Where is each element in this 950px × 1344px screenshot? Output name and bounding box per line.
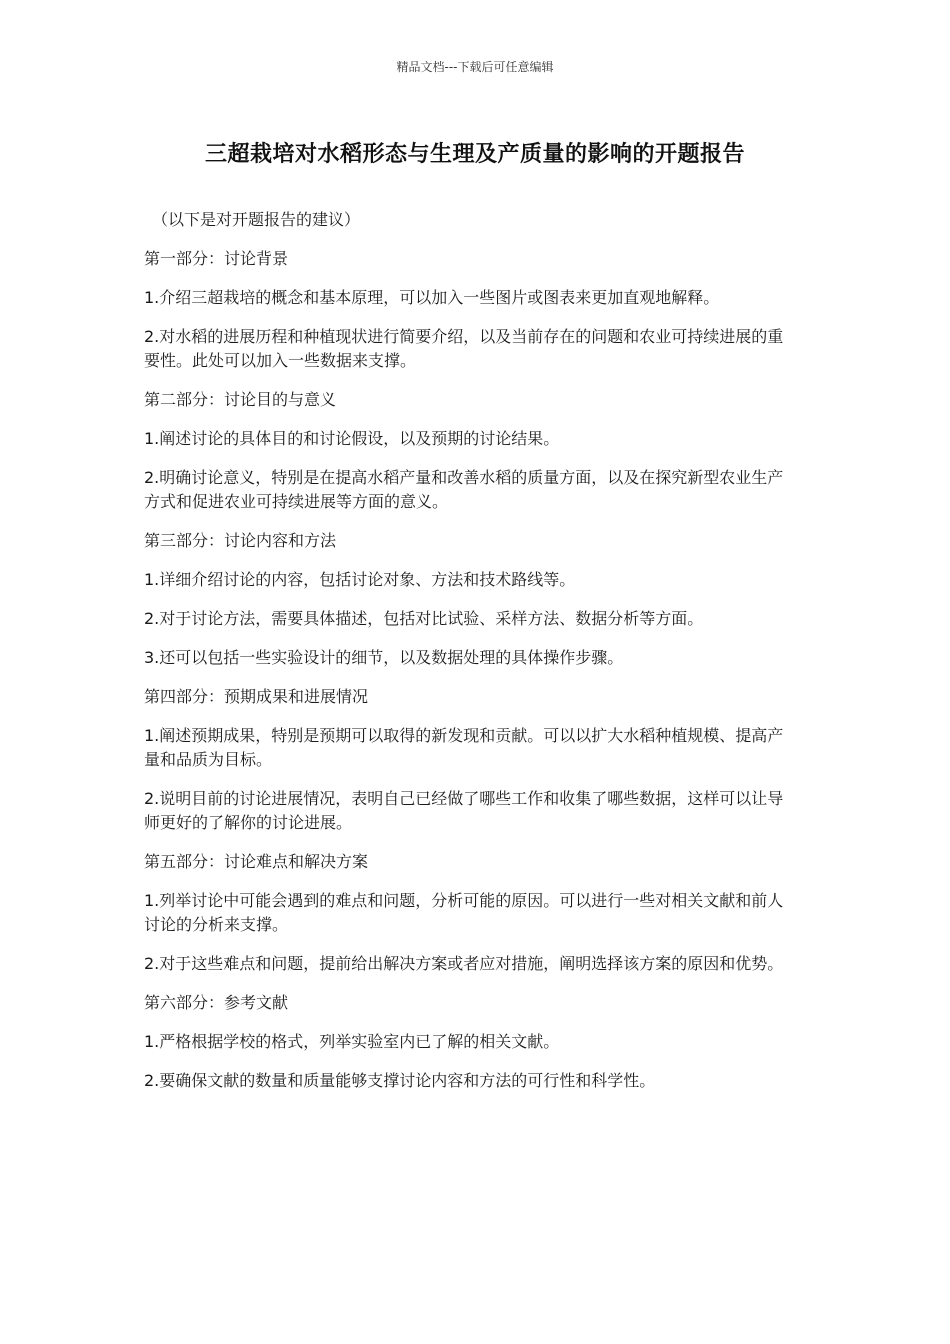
section-heading: 第三部分：讨论内容和方法 (144, 531, 337, 550)
intro-note: （以下是对开题报告的建议） (152, 210, 361, 229)
header-note: 精品文档---下载后可任意编辑 (396, 60, 554, 74)
section-paragraph: 2.明确讨论意义，特别是在提高水稻产量和改善水稻的质量方面，以及在探究新型农业生产方式和促进农业可持续进展等方面的意义。 (144, 468, 784, 511)
document-title: 三超栽培对水稻形态与生理及产质量的影响的开题报告 (204, 142, 745, 167)
section-paragraph: 2.对水稻的进展历程和种植现状进行简要介绍，以及当前存在的问题和农业可持续进展的重要性。此处可以加入一些数据来支撑。 (144, 327, 784, 370)
document-body (144, 208, 796, 1108)
section-paragraph: 2.对于讨论方法，需要具体描述，包括对比试验、采样方法、数据分析等方面。 (144, 609, 704, 628)
section-heading: 第二部分：讨论目的与意义 (144, 390, 337, 409)
section-paragraph: 1.列举讨论中可能会遇到的难点和问题，分析可能的原因。可以进行一些对相关文献和前人讨论的分析来支撑。 (144, 891, 784, 934)
section-paragraph: 2.对于这些难点和问题，提前给出解决方案或者应对措施，阐明选择该方案的原因和优势。 (144, 954, 784, 973)
section-paragraph: 1.介绍三超栽培的概念和基本原理，可以加入一些图片或图表来更加直观地解释。 (144, 288, 720, 307)
section-paragraph: 1.阐述讨论的具体目的和讨论假设，以及预期的讨论结果。 (144, 429, 560, 448)
section-paragraph: 1.阐述预期成果，特别是预期可以取得的新发现和贡献。可以以扩大水稻种植规模、提高产量和品质为目标。 (144, 726, 784, 769)
section-paragraph: 1.详细介绍讨论的内容，包括讨论对象、方法和技术路线等。 (144, 570, 576, 589)
section-paragraph: 3.还可以包括一些实验设计的细节，以及数据处理的具体操作步骤。 (144, 648, 624, 667)
section-paragraph: 2.要确保文献的数量和质量能够支撑讨论内容和方法的可行性和科学性。 (144, 1071, 656, 1090)
section-heading: 第五部分：讨论难点和解决方案 (144, 852, 369, 871)
section-heading: 第六部分：参考文献 (144, 993, 289, 1012)
section-paragraph: 1.严格根据学校的格式，列举实验室内已了解的相关文献。 (144, 1032, 560, 1051)
section-paragraph: 2.说明目前的讨论进展情况，表明自己已经做了哪些工作和收集了哪些数据，这样可以让导师更好的了解你的讨论进展。 (144, 789, 784, 832)
section-heading: 第一部分：讨论背景 (144, 249, 289, 268)
section-heading: 第四部分：预期成果和进展情况 (144, 687, 369, 706)
